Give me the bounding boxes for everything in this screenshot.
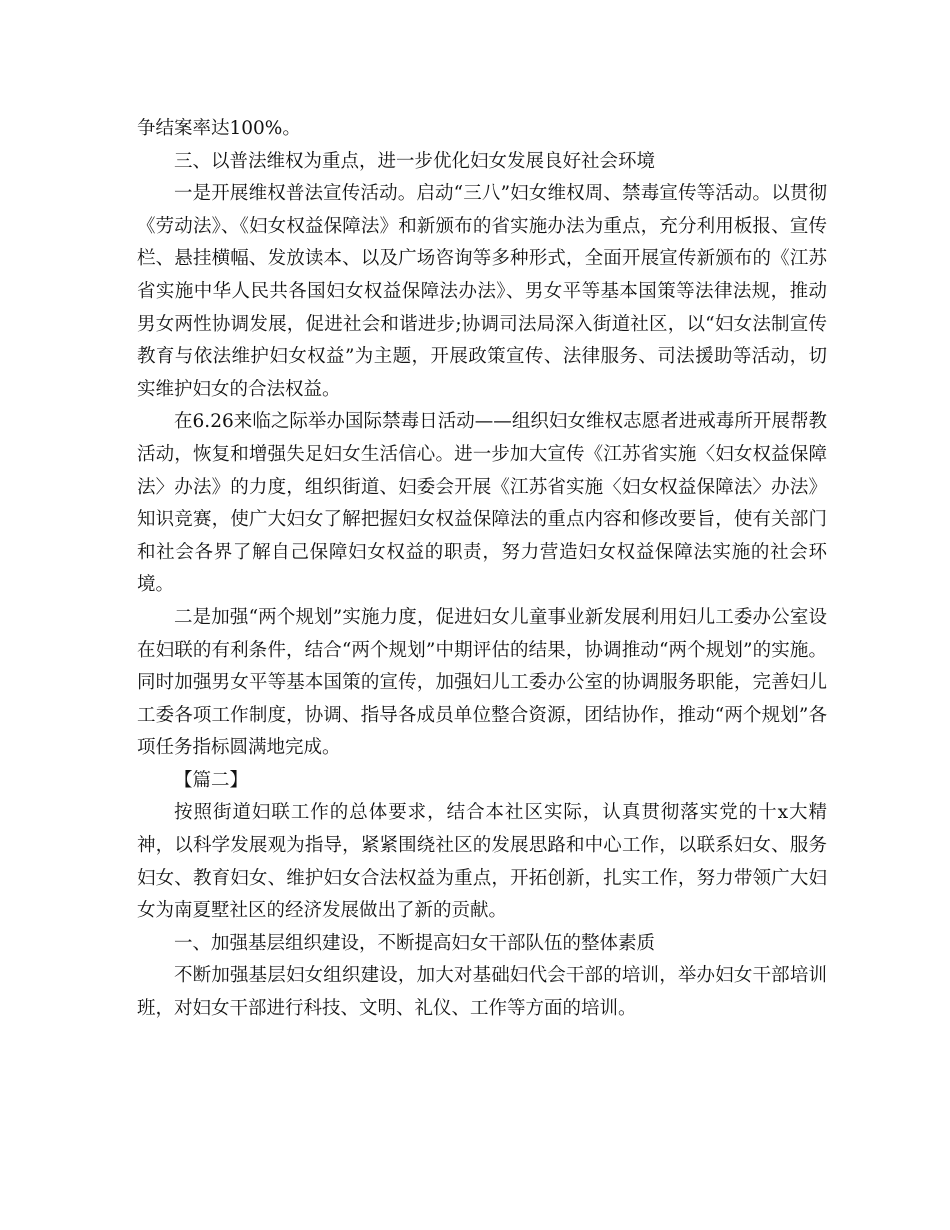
paragraph-continuation: 争结案率达100%。	[137, 118, 301, 139]
section-heading-organization: 一、加强基层组织建设，不断提高妇女干部队伍的整体素质	[174, 932, 656, 954]
part-two-heading: 【篇二】	[174, 769, 249, 791]
paragraph-legal-publicity: 一是开展维权普法宣传活动。启动“三八”妇女维权周、禁毒宣传等活动。以贯彻《劳动法》、《妇女权益保障法》和新颁布的省实施办法为重点，充分利用板报、宣传栏、悬挂横幅、发放读本、以及广场咨询等多种形式，全面开展宣传新颁布的《江苏省实施中华人民共各国妇女权益保障法办法》、男女平等基本国策等法律法规，推动男女两性协调发展，促进社会和谐进步;协调司法局深入街道社区，以“妇女法制宣传教育与依法维护妇女权益”为主题，开展政策宣传、法律服务、司法援助等活动，切实维护妇女的合法权益。	[137, 183, 827, 400]
paragraph-training: 不断加强基层妇女组织建设，加大对基础妇代会干部的培训，举办妇女干部培训班，对妇女干部进行科技、文明、礼仪、工作等方面的培训。	[137, 965, 827, 1020]
paragraph-anti-drug-day: 在6.26来临之际举办国际禁毒日活动——组织妇女维权志愿者进戒毒所开展帮教活动，恢复和增强失足妇女生活信心。进一步加大宣传《江苏省实施〈妇女权益保障法〉办法》的力度，组织街道、妇委会开展《江苏省实施〈妇女权益保障法〉办法》知识竞赛，使广大妇女了解把握妇女权益保障法的重点内容和修改要旨，使有关部门和社会各界了解自己保障妇女权益的职责，努力营造妇女权益保障法实施的社会环境。	[137, 411, 827, 596]
paragraph-overview: 按照街道妇联工作的总体要求，结合本社区实际，认真贯彻落实党的十x大精神，以科学发展观为指导，紧紧围绕社区的发展思路和中心工作，以联系妇女、服务妇女、教育妇女、维护妇女合法权益为重点，开拓创新，扎实工作，努力带领广大妇女为南夏墅社区的经济发展做出了新的贡献。	[137, 802, 827, 922]
document-body	[137, 113, 827, 1026]
section-heading-legal-rights: 三、以普法维权为重点，进一步优化妇女发展良好社会环境	[174, 150, 656, 172]
paragraph-two-plans: 二是加强“两个规划”实施力度，促进妇女儿童事业新发展利用妇儿工委办公室设在妇联的有利条件，结合“两个规划”中期评估的结果，协调推动“两个规划”的实施。同时加强男女平等基本国策的宣传，加强妇儿工委办公室的协调服务职能，完善妇儿工委各项工作制度，协调、指导各成员单位整合资源，团结协作，推动“两个规划”各项任务指标圆满地完成。	[137, 606, 827, 759]
